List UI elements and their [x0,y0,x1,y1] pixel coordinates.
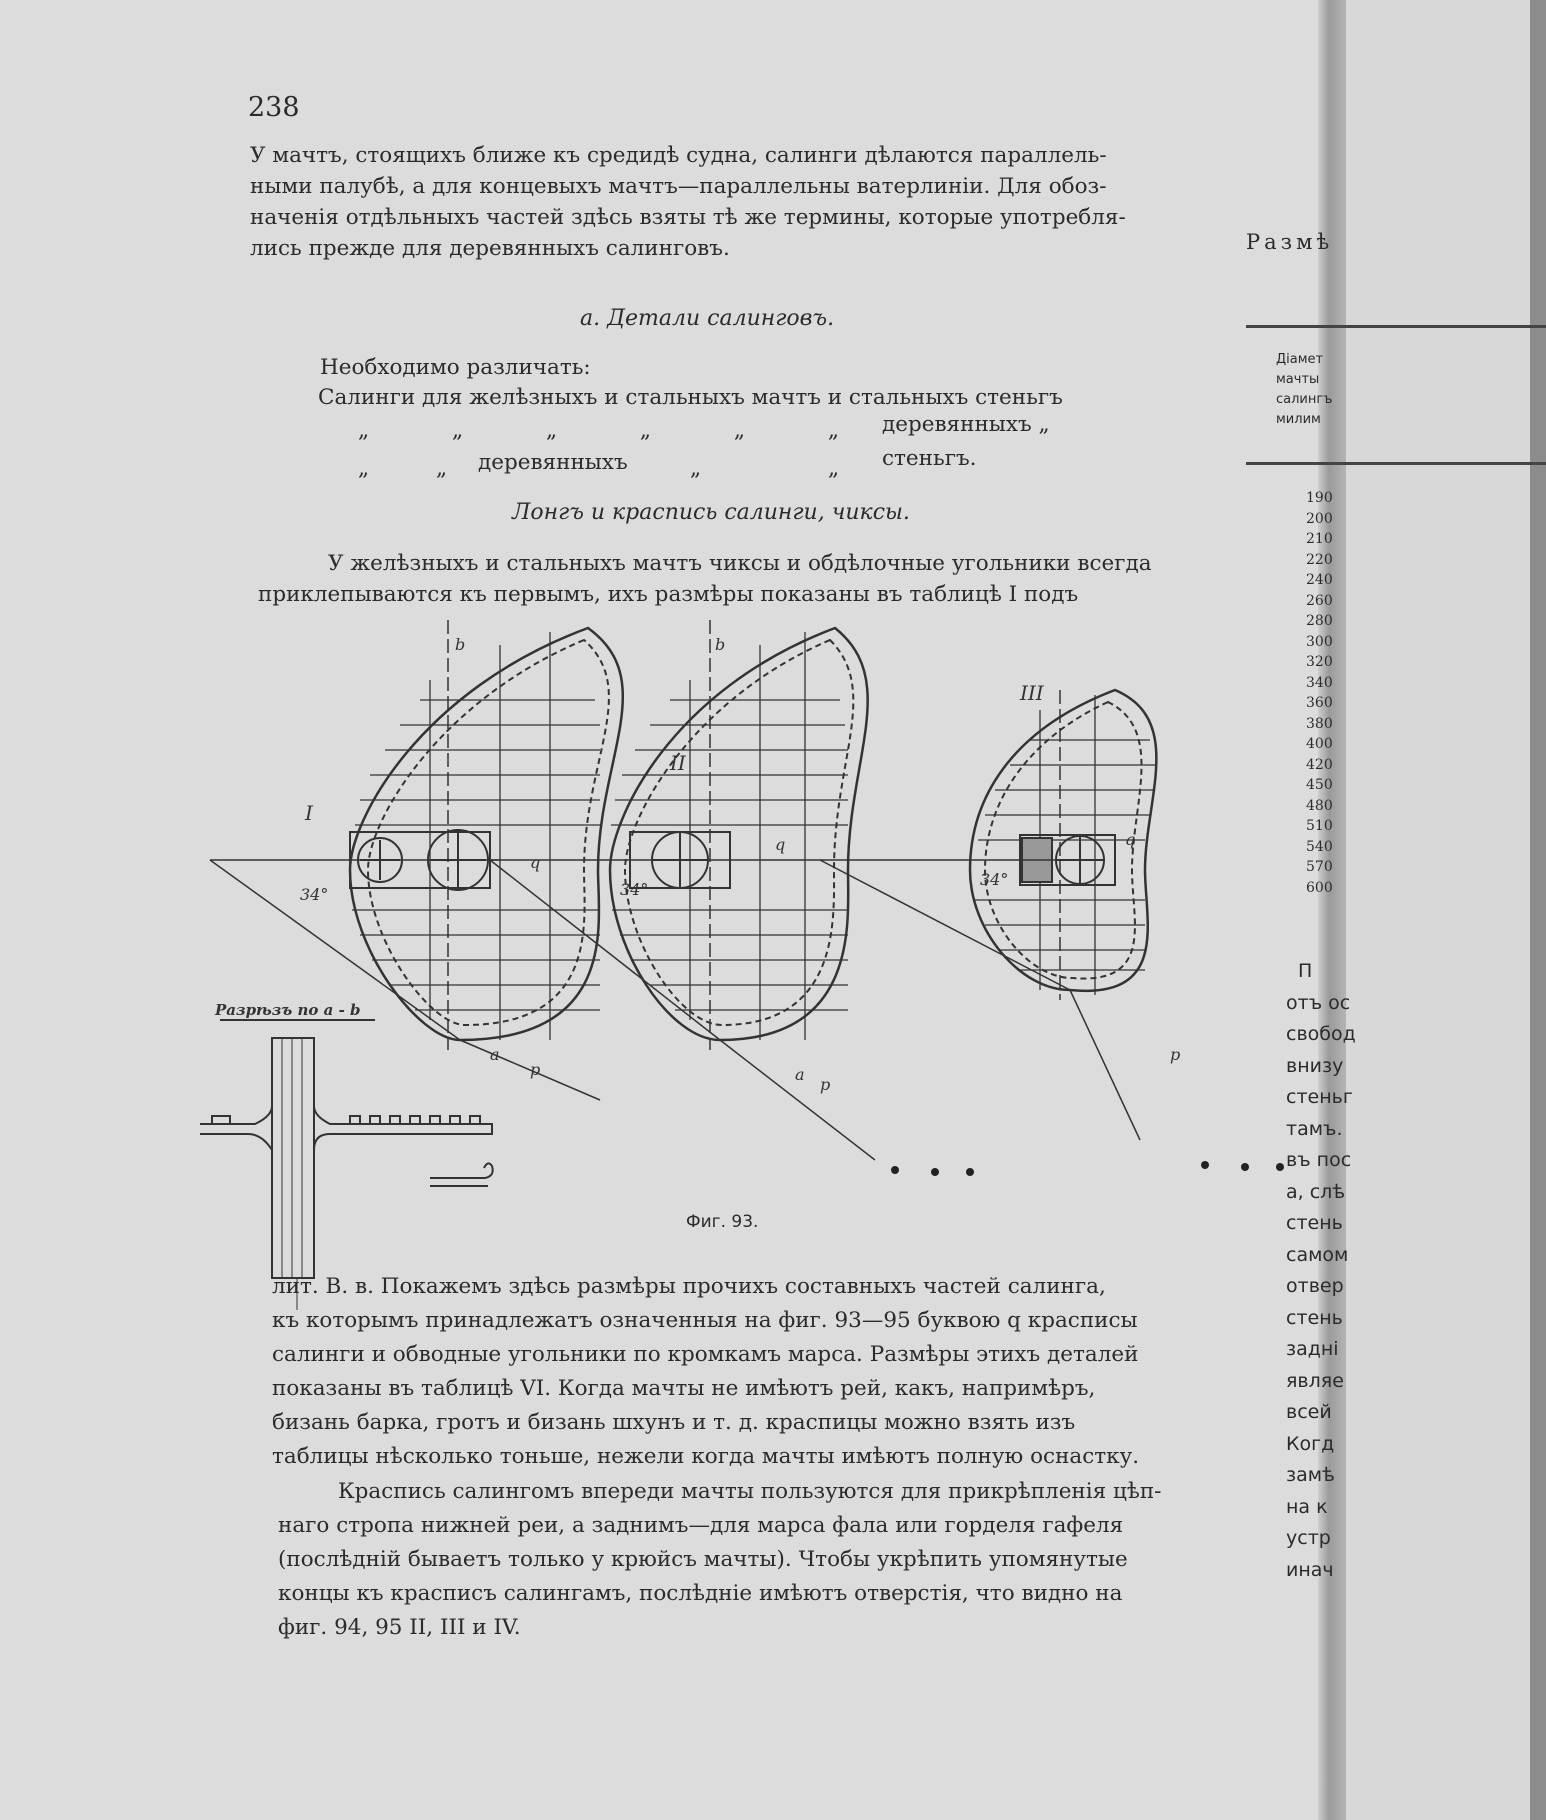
label-I: I [305,801,313,825]
distinguish-label: Необходимо различать: [320,355,591,380]
table-cell: 240 [1306,572,1333,588]
paragraph-3 [272,1270,1167,1474]
table-cell: 600 [1306,879,1333,896]
text-fragment: а, слѣ [1286,1180,1346,1203]
text-fragment: являе [1286,1369,1344,1392]
ditto-marks-row-3: „ „ [358,456,478,481]
table-cell: 260 [1306,592,1333,609]
page-number: 238 [248,92,300,123]
table-header-line: Діамет [1276,352,1324,367]
text-fragment: внизу [1286,1054,1344,1077]
distinguish-row-1: Салинги для желѣзныхъ и стальныхъ мачтъ и стальныхъ стеньгъ [318,385,1063,410]
text-fragment: отъ ос [1286,991,1351,1014]
text-fragment: стеньг [1286,1086,1353,1108]
distinguish-row-3-end: стеньгъ. [882,446,977,471]
figure-93 [200,620,1230,1210]
table-cell: 320 [1306,654,1333,670]
table-cell: 510 [1306,818,1333,834]
ditto-marks-row-2: „ „ „ „ „ „ [358,418,878,443]
paragraph-line: У желѣзныхъ и стальныхъ мачтъ чиксы и обдѣлочные угольники всегда [328,551,1152,576]
distinguish-row-2-text: деревянныхъ „ [882,412,1050,437]
text-fragment: инач [1286,1558,1334,1581]
label-p-II: p [820,1075,831,1094]
text-fragment: стень [1286,1306,1343,1329]
paragraph-line: къ которымъ принадлежатъ означенныя на фиг. 93—95 буквою q красписы [272,1308,1138,1333]
saling-top-I [350,628,623,1040]
table-cell: 300 [1306,633,1333,650]
angle-label-II: 34° [620,880,649,899]
label-q-II: q [775,835,786,854]
intro-line: У мачтъ, стоящихъ ближе къ средидѣ судна, салинги дѣлаются параллель- [250,143,1107,168]
text-fragment: стень [1286,1212,1343,1234]
angle-label-III: 34° [980,870,1009,889]
table-header-line: милим [1276,412,1321,427]
text-fragment: тамъ. [1286,1117,1343,1140]
paragraph-4 [278,1475,1173,1645]
intro-paragraph [250,140,1145,264]
label-a-II: a [795,1065,805,1084]
text-fragment: Когд [1286,1432,1335,1455]
paragraph-line: лит. В. в. Покажемъ здѣсь размѣры прочихъ составныхъ частей салинга, [272,1274,1106,1299]
label-b-II: b [715,635,726,654]
paragraph-line: фиг. 94, 95 II, III и IV. [278,1615,521,1640]
subheading: Лонгъ и краспись салинги, чиксы. [512,500,910,525]
table-cell: 210 [1306,531,1333,547]
paragraph-2 [258,548,1153,610]
text-fragment: отвер [1286,1275,1344,1297]
paragraph-line: показаны въ таблицѣ VI. Когда мачты не имѣютъ рей, какъ, напримѣръ, [272,1376,1096,1401]
text-fragment: задні [1286,1338,1339,1360]
text-fragment: свобод [1286,1023,1356,1045]
text-fragment: самом [1286,1243,1349,1266]
table-cell: 380 [1306,715,1333,732]
table-cell: 200 [1306,510,1333,527]
table-cell: 450 [1306,777,1333,793]
label-p-I: p [530,1060,541,1079]
table-cell: 280 [1306,613,1333,629]
paragraph-line: концы къ красписъ салингамъ, послѣдніе имѣютъ отверстія, что видно на [278,1581,1123,1606]
table-header [1276,350,1396,430]
ditto-marks-row-3b: „ „ [690,456,900,481]
table-cell: 480 [1306,797,1333,814]
section-heading: а. Детали салинговъ. [580,306,835,331]
label-b-I: b [455,635,466,654]
text-fragment: въ пос [1286,1149,1352,1171]
angle-label-I: 34° [300,885,329,904]
text-fragment: на к [1286,1495,1328,1518]
paragraph-line: таблицы нѣсколько тоньше, нежели когда мачты имѣютъ полную оснастку. [272,1444,1140,1469]
paragraph-line: приклепываются къ первымъ, ихъ размѣры показаны въ таблицѣ I подъ [258,582,1079,607]
paragraph-line: Краспись салингомъ впереди мачты пользуются для прикрѣпленія цѣп- [338,1479,1162,1504]
table-rule-top [1246,325,1546,328]
text-fragment: П [1298,960,1313,982]
table-cell: 540 [1306,838,1333,855]
table-cell: 220 [1306,551,1333,568]
text-fragment: замѣ [1286,1464,1335,1486]
paragraph-line: (послѣдній бываетъ только у крюйсъ мачты). Чтобы укрѣпить упомянутые [278,1547,1128,1572]
table-rule-bottom [1246,462,1546,465]
label-III: III [1020,681,1044,705]
table-header-line: мачты [1276,372,1320,387]
text-fragment: всей [1286,1401,1332,1423]
table-cell: 190 [1306,490,1333,506]
section-label: Разрѣзъ по а - b [215,1001,361,1019]
intro-line: лись прежде для деревянныхъ салинговъ. [250,236,730,261]
label-q-III: q [1125,830,1136,849]
distinguish-row-3-mid: деревянныхъ [478,450,628,475]
table-cell: 360 [1306,695,1333,711]
right-page [1246,0,1530,1820]
table-cell: 420 [1306,756,1333,773]
label-q-I: q [530,853,541,872]
right-page-title: Размѣ [1246,230,1334,254]
intro-line: ными палубѣ, а для концевыхъ мачтъ—параллельны ватерлиніи. Для обоз- [250,174,1107,199]
intro-line: наченія отдѣльныхъ частей здѣсь взяты тѣ же термины, которые употребля- [250,205,1126,230]
label-p-III: p [1170,1045,1181,1064]
saling-top-II [610,628,868,1040]
paragraph-line: наго стропа нижней реи, а заднимъ—для марса фала или горделя гафеля [278,1513,1124,1538]
table-cell: 400 [1306,736,1333,752]
label-a-I: a [490,1045,500,1064]
section-view [200,1020,493,1310]
text-fragment: устр [1286,1527,1331,1549]
table-header-line: салингъ [1276,392,1333,407]
paragraph-line: салинги и обводные угольники по кромкамъ марса. Размѣры этихъ деталей [272,1342,1139,1367]
paragraph-line: бизань барка, гротъ и бизань шхунъ и т. д. краспицы можно взять изъ [272,1410,1076,1435]
figure-caption: Фиг. 93. [686,1212,759,1232]
label-II: II [670,751,686,775]
table-cell: 340 [1306,674,1333,691]
table-cell: 570 [1306,859,1333,875]
